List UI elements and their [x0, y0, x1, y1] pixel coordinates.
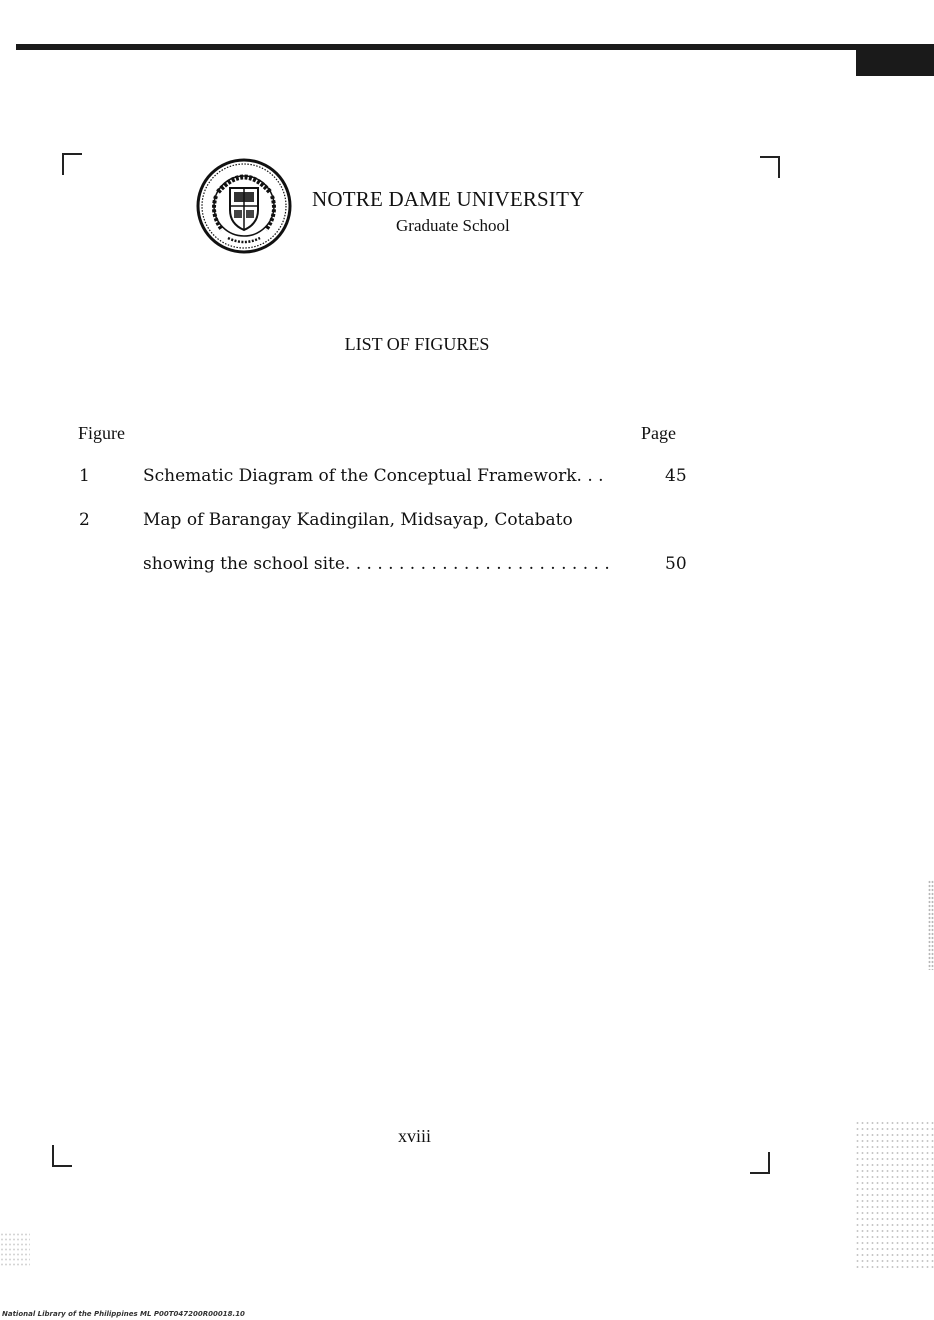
- figure-number: 2: [79, 510, 90, 530]
- university-seal-icon: [196, 158, 292, 254]
- crop-mark-top-right: [760, 156, 780, 178]
- scan-noise: [928, 880, 934, 970]
- figure-number: 1: [79, 466, 90, 486]
- crop-mark-top-left: [62, 153, 82, 175]
- figure-page: 50: [665, 554, 687, 574]
- figure-page: 45: [665, 466, 687, 486]
- figure-title: Schematic Diagram of the Conceptual Framework. . .: [143, 466, 604, 486]
- archive-footer-note: National Library of the Philippines ML P00T047200R00018.10: [2, 1310, 245, 1318]
- page-number: xviii: [398, 1126, 432, 1146]
- university-name: NOTRE DAME UNIVERSITY: [312, 187, 585, 211]
- column-header-figure: Figure: [78, 423, 125, 443]
- crop-mark-bottom-left: [52, 1145, 72, 1167]
- scan-edge-block: [856, 44, 934, 76]
- crop-mark-bottom-right: [750, 1152, 770, 1174]
- scan-edge-bar: [16, 44, 866, 50]
- scan-noise: [855, 1120, 934, 1270]
- scan-noise: [0, 1232, 30, 1268]
- figure-title: Map of Barangay Kadingilan, Midsayap, Cotabato: [143, 510, 573, 530]
- page-title: LIST OF FIGURES: [344, 334, 490, 354]
- graduate-school-label: Graduate School: [396, 216, 510, 235]
- figure-title-continued: showing the school site. . . . . . . . . . . . . . . . . . . . . . . . .: [143, 554, 610, 574]
- column-header-page: Page: [641, 423, 676, 443]
